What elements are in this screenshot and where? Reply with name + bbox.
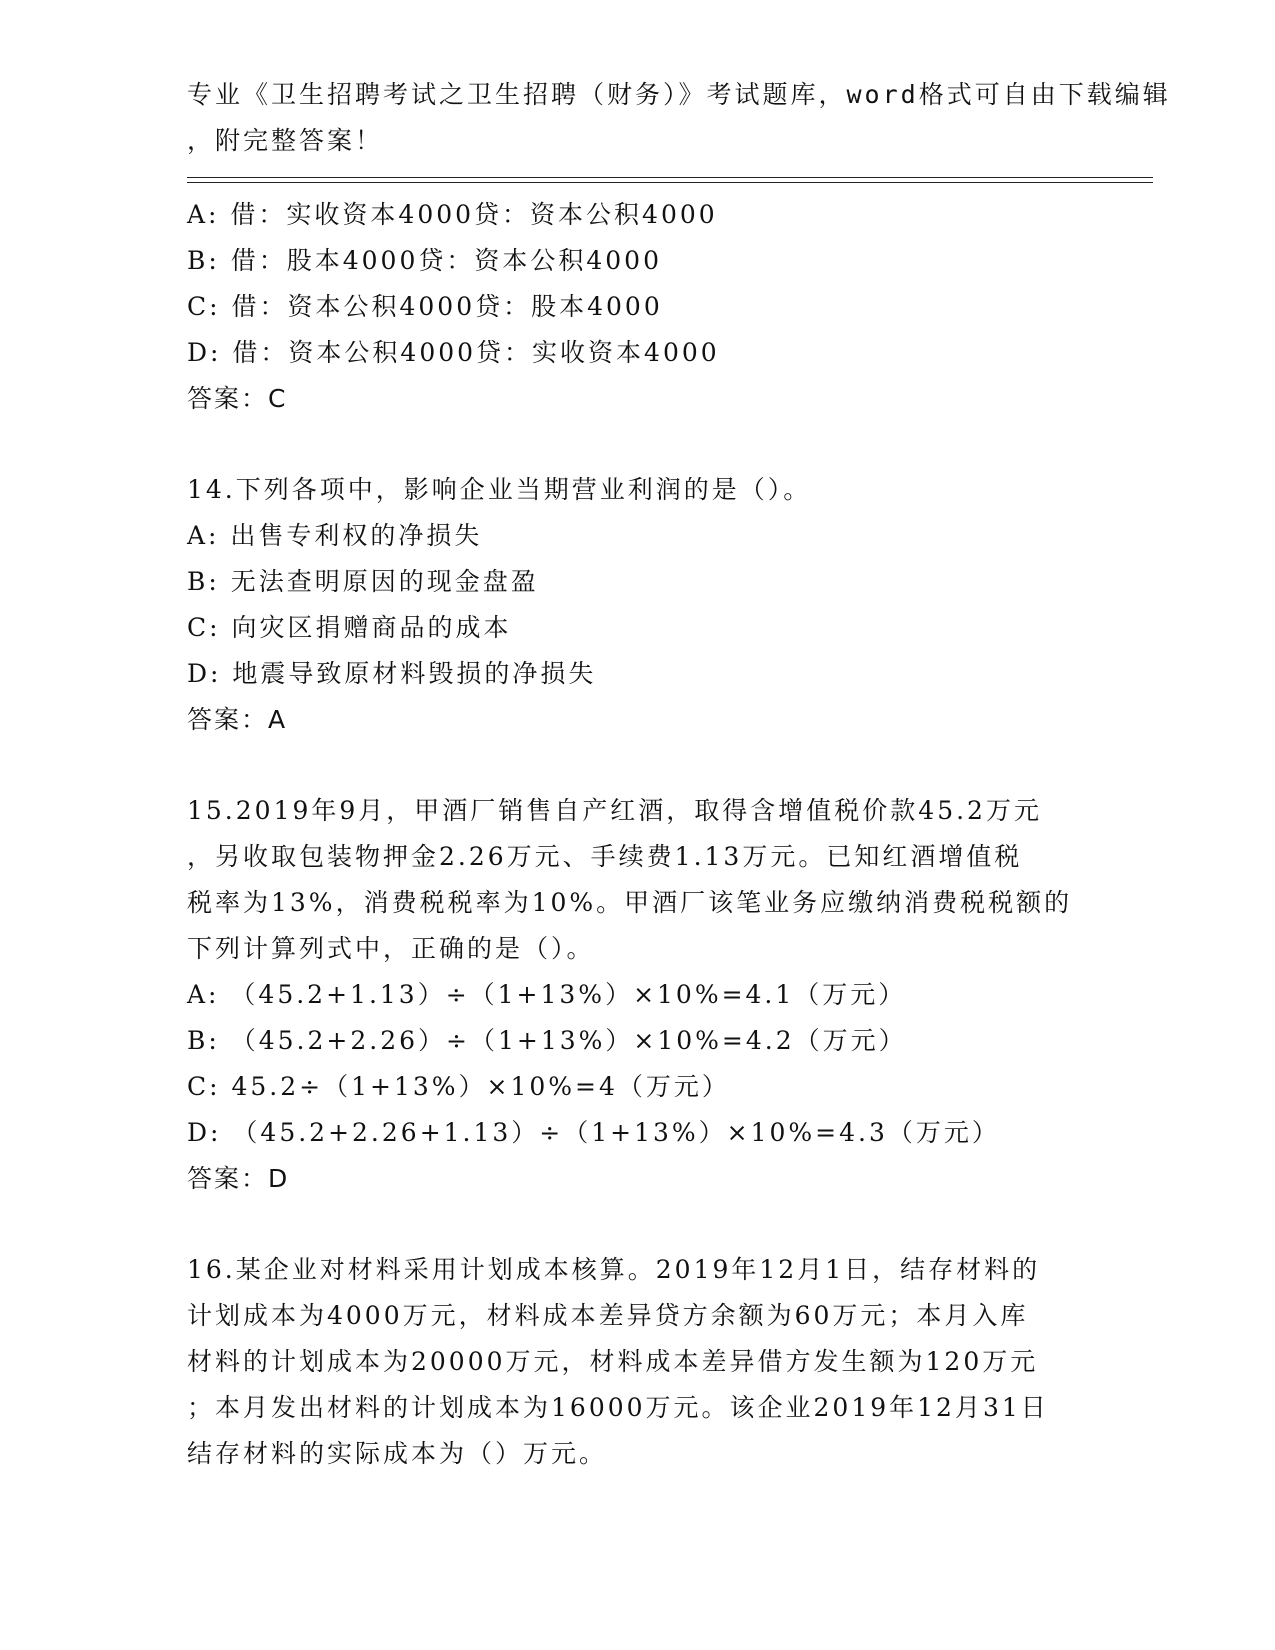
option-a: A: （45.2+1.13）÷（1+13%）×10%=4.1（万元） [187, 980, 907, 1009]
question-14 [187, 467, 1087, 743]
header-rule-bottom [187, 182, 1153, 183]
option-d: D: 地震导致原材料毁损的净损失 [187, 659, 597, 688]
question-stem-line-4: 下列计算列式中，正确的是（）。 [187, 934, 595, 963]
option-d: D: （45.2+2.26+1.13）÷（1+13%）×10%=4.3（万元） [187, 1118, 1000, 1147]
option-a: A: 借：实收资本4000贷：资本公积4000 [187, 200, 718, 229]
option-b: B: 无法查明原因的现金盘盈 [187, 567, 539, 596]
question-stem-line-1: 15.2019年9月，甲酒厂销售自产红酒，取得含增值税价款45.2万元 [187, 796, 1042, 825]
question-stem-line-1: 16.某企业对材料采用计划成本核算。2019年12月1日，结存材料的 [187, 1255, 1041, 1284]
option-c: C: 借：资本公积4000贷：股本4000 [187, 292, 663, 321]
option-b: B: （45.2+2.26）÷（1+13%）×10%=4.2（万元） [187, 1026, 907, 1055]
question-list [187, 192, 1087, 1477]
option-b: B: 借：股本4000贷：资本公积4000 [187, 246, 662, 275]
document-header [187, 72, 1171, 164]
option-c: C: 向灾区捐赠商品的成本 [187, 613, 512, 642]
question-16 [187, 1247, 1087, 1477]
answer: 答案：C [187, 384, 288, 413]
option-c: C: 45.2÷（1+13%）×10%=4（万元） [187, 1072, 730, 1101]
header-rule-top [187, 177, 1153, 178]
question-stem-line-5: 结存材料的实际成本为（）万元。 [187, 1439, 608, 1468]
header-line-2: ，附完整答案！ [187, 126, 384, 155]
spacer [187, 1202, 1087, 1247]
question-stem: 14.下列各项中，影响企业当期营业利润的是（）。 [187, 475, 812, 504]
question-stem-line-2: 计划成本为4000万元，材料成本差异贷方余额为60万元；本月入库 [187, 1301, 1029, 1330]
spacer [187, 743, 1087, 788]
question-13 [187, 192, 1087, 422]
spacer [187, 422, 1087, 467]
header-line-1: 专业《卫生招聘考试之卫生招聘（财务）》考试题库，word格式可自由下载编辑 [187, 80, 1171, 109]
answer: 答案：A [187, 705, 288, 734]
answer: 答案：D [187, 1164, 290, 1193]
option-d: D: 借：资本公积4000贷：实收资本4000 [187, 338, 720, 367]
option-a: A: 出售专利权的净损失 [187, 521, 483, 550]
question-stem-line-4: ；本月发出材料的计划成本为16000万元。该企业2019年12月31日 [187, 1393, 1049, 1422]
question-15 [187, 788, 1087, 1202]
question-stem-line-3: 材料的计划成本为20000万元，材料成本差异借方发生额为120万元 [187, 1347, 1039, 1376]
question-stem-line-2: ，另收取包装物押金2.26万元、手续费1.13万元。已知红酒增值税 [187, 842, 1023, 871]
question-stem-line-3: 税率为13%，消费税税率为10%。甲酒厂该笔业务应缴纳消费税税额的 [187, 888, 1073, 917]
